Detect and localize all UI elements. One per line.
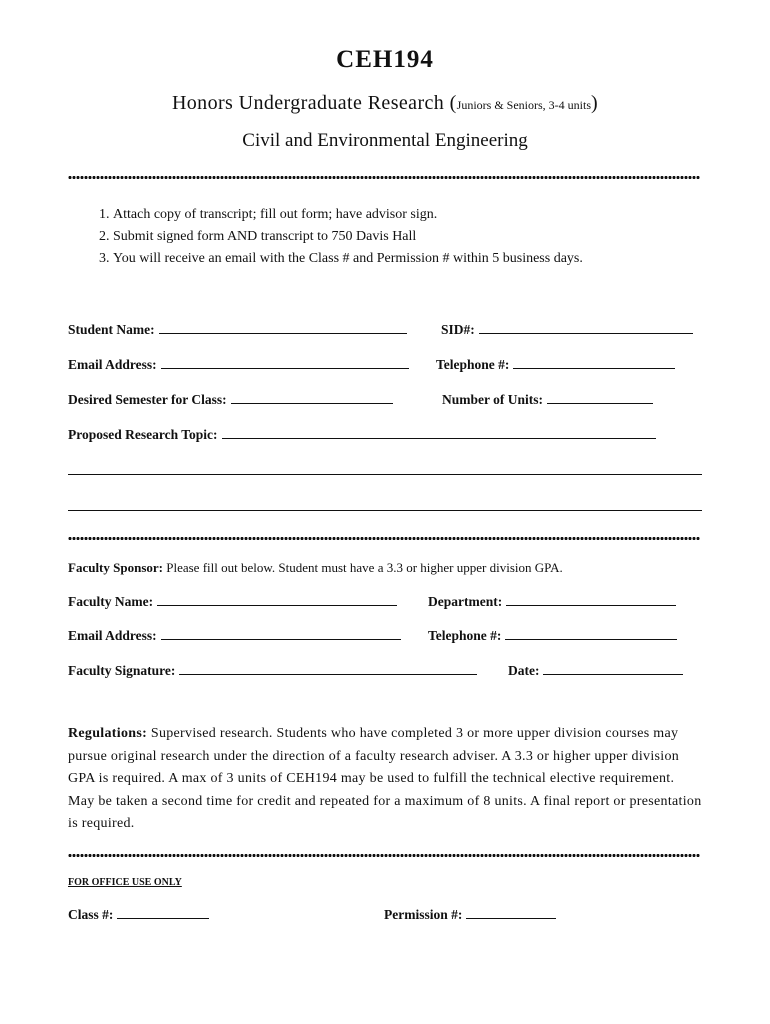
student-phone-label: Telephone #: bbox=[436, 357, 510, 372]
instruction-item: 3. You will receive an email with the Class # and Permission # within 5 business days. bbox=[113, 248, 733, 270]
subtitle-eligibility: Juniors & Seniors, 3-4 units bbox=[456, 98, 591, 112]
topic-field-line[interactable] bbox=[68, 474, 702, 475]
faculty-email-field[interactable] bbox=[161, 627, 401, 640]
faculty-name-label: Faculty Name: bbox=[68, 594, 154, 609]
units-field[interactable] bbox=[547, 391, 653, 404]
class-number-label: Class #: bbox=[68, 907, 114, 922]
student-phone-field[interactable] bbox=[513, 356, 675, 369]
faculty-sponsor-note bbox=[68, 560, 708, 576]
student-email-field[interactable] bbox=[161, 356, 409, 369]
faculty-name-field[interactable] bbox=[157, 593, 397, 606]
dotted-divider bbox=[68, 536, 700, 541]
student-name-label: Student Name: bbox=[68, 322, 155, 337]
faculty-dept-field[interactable] bbox=[506, 593, 676, 606]
subtitle-close: ) bbox=[591, 92, 599, 114]
date-label: Date: bbox=[508, 663, 540, 678]
topic-field[interactable] bbox=[222, 426, 656, 439]
student-name-row bbox=[68, 321, 703, 341]
regulations-paragraph bbox=[68, 723, 704, 836]
permission-number-field[interactable] bbox=[466, 906, 556, 919]
faculty-signature-field[interactable] bbox=[179, 662, 477, 675]
semester-field[interactable] bbox=[231, 391, 393, 404]
topic-row bbox=[68, 426, 703, 446]
student-contact-row bbox=[68, 356, 703, 376]
instruction-item: 1. Attach copy of transcript; fill out form; have advisor sign. bbox=[113, 204, 733, 226]
semester-label: Desired Semester for Class: bbox=[68, 392, 227, 407]
sid-label: SID#: bbox=[441, 322, 475, 337]
date-field[interactable] bbox=[543, 662, 683, 675]
faculty-dept-label: Department: bbox=[428, 594, 503, 609]
faculty-name-row bbox=[68, 593, 703, 613]
faculty-email-label: Email Address: bbox=[68, 628, 157, 643]
faculty-phone-field[interactable] bbox=[505, 627, 677, 640]
units-label: Number of Units: bbox=[442, 392, 543, 407]
faculty-phone-label: Telephone #: bbox=[428, 628, 502, 643]
instructions-list bbox=[68, 204, 733, 270]
semester-row bbox=[68, 391, 703, 411]
topic-label: Proposed Research Topic: bbox=[68, 427, 218, 442]
faculty-signature-row bbox=[68, 662, 703, 682]
subtitle-main: Honors Undergraduate Research ( bbox=[171, 92, 457, 114]
course-subtitle bbox=[0, 92, 770, 115]
regulations-label: Regulations: bbox=[68, 726, 148, 741]
dotted-divider bbox=[68, 853, 700, 858]
dotted-divider bbox=[68, 175, 700, 180]
faculty-signature-label: Faculty Signature: bbox=[68, 663, 176, 678]
department-name: Civil and Environmental Engineering bbox=[242, 130, 528, 151]
permission-number-label: Permission #: bbox=[384, 907, 463, 922]
office-use-heading: FOR OFFICE USE ONLY bbox=[68, 877, 182, 888]
sid-field[interactable] bbox=[479, 321, 693, 334]
class-number-field[interactable] bbox=[117, 906, 209, 919]
office-row bbox=[68, 906, 703, 926]
regulations-text: Supervised research. Students who have completed 3 or more upper division courses may pursue original research under the direction of a faculty research adviser. A 3.3 or higher upper division GPA is required. A max of 3 units of CEH194 may be used to fulfill the technical elective requirement. May be taken a second time for credit and repeated for a maximum of 8 units. A final report or presentation is required. bbox=[68, 726, 702, 831]
student-email-label: Email Address: bbox=[68, 357, 157, 372]
sponsor-text: Please fill out below. Student must have a 3.3 or higher upper division GPA. bbox=[162, 560, 563, 575]
sponsor-label: Faculty Sponsor: bbox=[68, 560, 163, 575]
faculty-contact-row bbox=[68, 627, 703, 647]
instruction-item: 2. Submit signed form AND transcript to 750 Davis Hall bbox=[113, 226, 733, 248]
student-name-field[interactable] bbox=[159, 321, 407, 334]
topic-field-line[interactable] bbox=[68, 510, 702, 511]
course-title: CEH194 bbox=[336, 46, 434, 73]
